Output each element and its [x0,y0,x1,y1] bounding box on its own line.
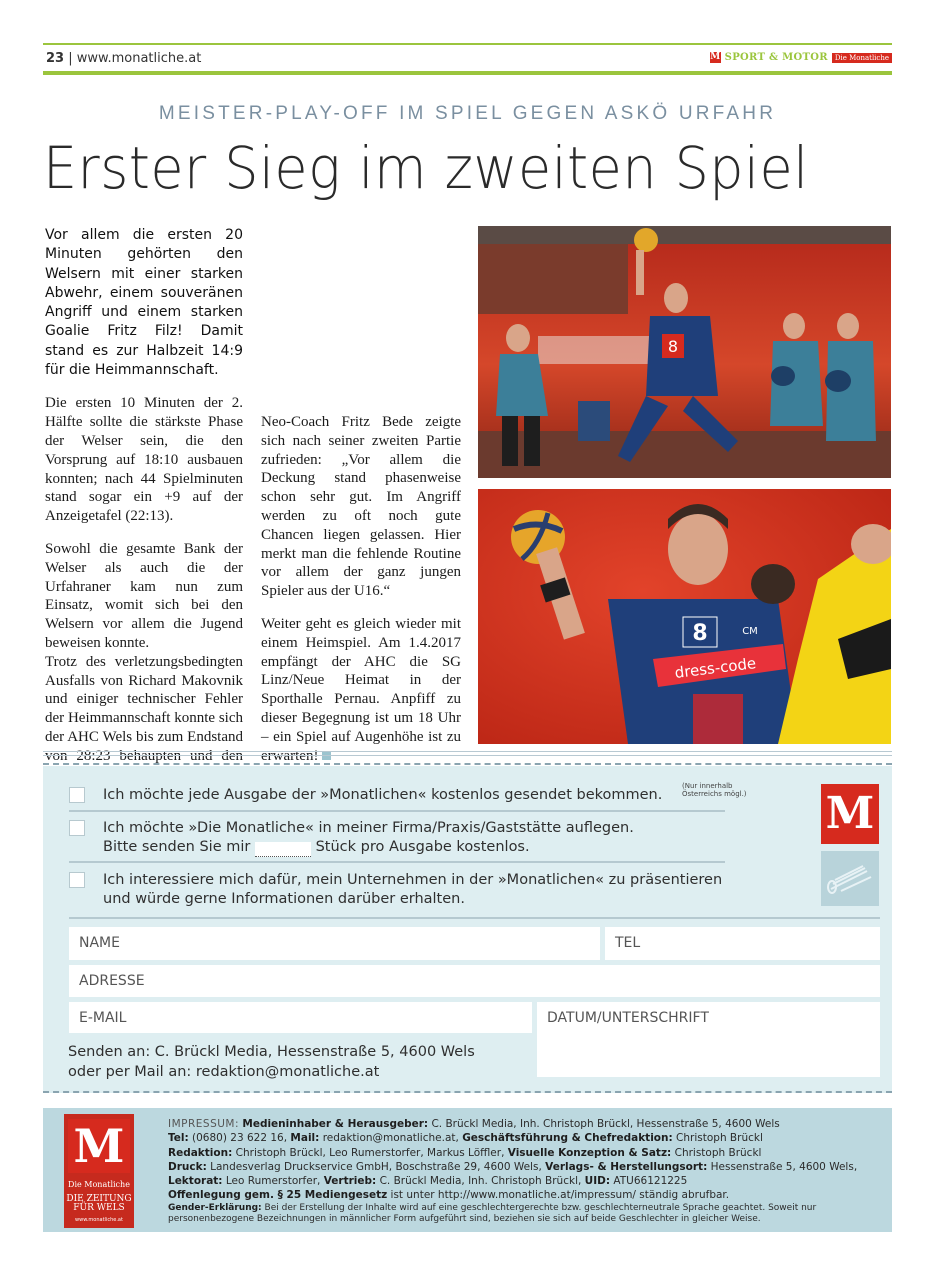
impressum-key: Verlags- & Herstellungsort: [545,1160,708,1173]
option-free-issue-note: (Nur innerhalb Österreichs mögl.) [682,782,747,798]
website-link[interactable]: www.monatliche.at [76,51,202,66]
header-rule-top [43,43,892,45]
logo-tagline [64,1195,134,1213]
send-to-info [68,1042,475,1082]
impressum-value: Leo Rumerstorfer, [225,1175,321,1188]
article-paragraph: Trotz des verletzungsbedingten Ausfalls von Richard Makovnik und einiger technischer Fehler der Heimmannschaft konnte sich der AHC Wels bis zum Endstand von 28:23 behaupten und den [45,653,243,764]
impressum-key: Medieninhaber & Herausgeber: [242,1118,429,1130]
article-paragraph-last [261,615,461,765]
impressum-key: Redaktion: [168,1146,233,1159]
date-signature-label: DATUM/UNTERSCHRIFT [547,1010,709,1026]
impressum-value: C. Brückl Media, Inh. Christoph Brückl, [379,1175,582,1188]
section-divider [43,751,892,756]
article-column-1 [45,226,243,817]
email-field[interactable] [69,1002,532,1033]
cut-line-top [43,763,892,765]
header-rule-bottom [43,71,892,75]
impressum-key: Offenlegung gem. § 25 Mediengesetz [168,1189,388,1202]
impressum-value: ist unter http://www.monatliche.at/impressum/ ständig abrufbar. [390,1189,730,1202]
tel-field-label: TEL [615,935,641,951]
email-field-label: E-MAIL [79,1010,127,1026]
jersey-number: 8 [692,621,708,646]
impressum-text [168,1117,880,1225]
section-title: SPORT & MOTOR [724,52,828,63]
impressum-line [168,1146,880,1160]
impressum-value: ATU66121225 [613,1175,688,1188]
handball-photo-1 [478,226,891,478]
form-separator [69,810,725,812]
jersey-number: 8 [667,337,679,356]
checkbox-free-issue[interactable] [69,787,85,803]
impressum-key: Visuelle Konzeption & Satz: [507,1146,672,1159]
impressum-value: Hessenstraße 5, 4600 Wels, [710,1160,858,1173]
impressum-line [168,1174,880,1188]
send-to-address: Senden an: C. Brückl Media, Hessenstraße 5, 4600 Wels [68,1044,475,1060]
logo-tagline-2: FÜR WELS [73,1203,125,1213]
copies-text-after: Stück pro Ausgabe kostenlos. [315,839,530,855]
article-column-2 [261,413,461,779]
handball-player-closeup-image [478,489,891,744]
article-headline: Erster Sieg im zweiten Spiel [43,134,809,202]
copies-quantity-input[interactable] [255,842,311,857]
impressum-key: Lektorat: [168,1175,223,1188]
page-separator: | [68,51,73,66]
impressum-value: Bei der Erstellung der Inhalte wird auf eine geschlechtergerechte bzw. geschlechterneutrale Sprache geachtet. Soweit nur personenbezogene Bezeichnungen in männlicher Form aufgeführt sind, beziehen sie sich auf beide Geschlechter in gleicher Weise. [168,1202,817,1224]
address-field-label: ADRESSE [79,973,145,989]
impressum-line [168,1117,880,1131]
impressum-key: Geschäftsführung & Chefredaktion: [462,1132,673,1145]
page-info [46,51,201,66]
impressum-value: Christoph Brückl [674,1146,762,1159]
option-company-line2: und würde gerne Informationen darüber erhalten. [103,891,465,907]
newspaper-roll-icon [821,851,879,906]
checkbox-display-copies[interactable] [69,820,85,836]
impressum-label: IMPRESSUM: [168,1118,240,1130]
copies-text-before: Bitte senden Sie mir [103,839,251,855]
checkbox-company-presentation[interactable] [69,872,85,888]
logo-name: Die Monatliche [68,1180,130,1189]
send-to-mail: oder per Mail an: redaktion@monatliche.at [68,1064,380,1080]
cut-line-bottom [43,1091,892,1093]
monatliche-logo-icon: M [68,1119,130,1173]
impressum-gender-note [168,1203,880,1225]
chest-label: CM [742,626,758,637]
impressum-value: Landesverlag Druckservice GmbH, Boschstraße 29, 4600 Wels, [210,1160,542,1173]
article-paragraph: Neo-Coach Fritz Bede zeigte sich nach seiner zweiten Partie zufrieden: „Vor allem die Deckung stand phasenweise schon sehr gut. Im Angriff werden zu oft noch gute Chancen liegen gelassen. Hier merkt man die fehlende Routine vor allem der ganz jungen Spieler aus der U16.“ [261,414,461,600]
impressum-line [168,1131,880,1145]
name-field-label: NAME [79,935,120,951]
option-company-line1: Ich interessiere mich dafür, mein Unternehmen in der »Monatlichen« zu präsentieren [103,872,723,888]
impressum-value: Christoph Brückl [676,1132,763,1145]
impressum-key: Tel: [168,1132,189,1145]
article-paragraph: Sowohl die gesamte Bank der Welser als auch die der Urfahraner kam nun zum Einsatz, womit sich bei den Welsern vor allem die Jugend beweisen konnte. [45,540,243,651]
impressum-key: Vertrieb: [323,1175,377,1188]
form-separator [69,861,725,863]
impressum-line [168,1160,880,1174]
logo-url: www.monatliche.at [75,1217,123,1223]
handball-action-image [478,226,891,478]
date-signature-field[interactable] [537,1002,880,1077]
impressum-key: Druck: [168,1160,207,1173]
m-logo-icon: M [710,52,721,62]
impressum-key: Mail: [290,1132,320,1145]
impressum-value: C. Brückl Media, Inh. Christoph Brückl, Hessenstraße 5, 4600 Wels [431,1118,780,1130]
impressum-value: (0680) 23 622 16, [192,1132,288,1145]
option-company-presentation-label [103,871,722,909]
impressum-key: UID: [584,1175,611,1188]
name-field[interactable] [69,927,600,960]
option-display-copies-line2 [103,838,634,857]
impressum-mail-link[interactable]: redaktion@monatliche.at, [322,1132,459,1145]
sponsor-label: dress-code [673,654,758,682]
brand-badge: Die Monatliche [832,53,892,63]
monatliche-logo-icon: M [821,784,879,844]
option-free-issue-label: Ich möchte jede Ausgabe der »Monatlichen« kostenlos gesendet bekommen. [103,787,663,803]
article-paragraph-text: Weiter geht es gleich wieder mit einem Heimspiel. Am 1.4.2017 empfängt der AHC die SG Linz/Neue Heimat in der Sporthalle Pernau. Anpfiff zu dieser Begegnung ist um 18 Uhr – ein Spiel auf Augenhöhe ist zu erwarten! [261,615,461,764]
impressum-line [168,1188,880,1202]
section-marker [710,52,892,63]
article-kicker: MEISTER-PLAY-OFF IM SPIEL GEGEN ASKÖ URFAHR [158,103,777,124]
impressum-logo [64,1114,134,1228]
article-paragraph: Die ersten 10 Minuten der 2. Hälfte sollte die stärkste Phase der Welser sein, die den Vorsprung auf 18:10 ausbauen konnten; nach 44 Spielminuten stand sogar ein +9 auf der Anzeigetafel (22:13). [45,395,243,525]
impressum-key: Gender-Erklärung: [168,1202,262,1213]
option-display-copies-line1: Ich möchte »Die Monatliche« in meiner Firma/Praxis/Gaststätte auflegen. [103,820,634,836]
address-field[interactable] [69,965,880,997]
article-intro: Vor allem die ersten 20 Minuten gehörten den Welsern mit einer starken Abwehr, einem souveränen Angriff und einem starken Goalie Fritz Filz! Damit stand es zur Halbzeit 14:9 für die Heimmannschaft. [45,227,243,379]
impressum-value: Christoph Brückl, Leo Rumerstorfer, Markus Löffler, [235,1146,505,1159]
page-number: 23 [46,51,65,66]
option-display-copies-label [103,819,634,857]
tel-field[interactable] [605,927,880,960]
form-separator [69,917,880,919]
logo-tagline-1: DIE ZEITUNG [66,1194,132,1204]
handball-photo-2 [478,489,891,744]
